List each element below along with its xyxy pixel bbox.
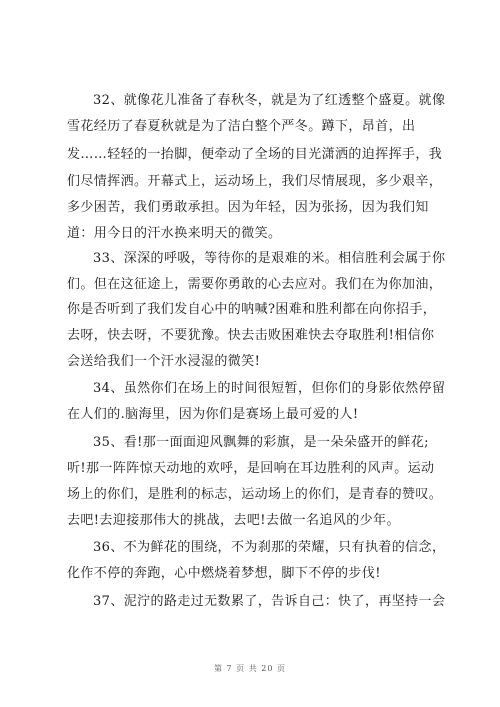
text-line: 34、虽然你们在场上的时间很短暂，但你们的身影依然停留 (93, 381, 446, 396)
text-line: 会送给我们一个汗水浸湿的微笑! (67, 354, 261, 369)
text-line: 化作不停的奔跑，心中燃烧着梦想，脚下不停的步伐! (67, 566, 381, 581)
text-line: 32、就像花儿准备了春秋冬，就是为了红透整个盛夏。就像 (93, 93, 446, 108)
text-line: 33、深深的呼吸，等待你的是艰难的米。相信胜利会属于你 (93, 251, 446, 266)
text-line: 多少困苦，我们勇敢承担。因为年轻，因为张扬，因为我们知 (67, 200, 429, 215)
text-line: 37、泥泞的路走过无数累了，告诉自己：快了，再坚持一会 (93, 594, 446, 609)
page-number: 第 7 页 共 20 页 (214, 664, 286, 673)
text-line: 去呀，快去呀，不要犹豫。快去击败困难快去夺取胜利!相信你 (67, 328, 435, 343)
text-line: 去吧!去迎接那伟大的挑战，去吧!去做一名追风的少年。 (67, 513, 400, 528)
text-line: 场上的你们，是胜利的标志，运动场上的你们，是青春的赞叹。 (67, 487, 443, 502)
text-line: 道：用今日的汗水换来明天的微笑。 (67, 226, 282, 241)
text-line: 你是否听到了我们发自心中的呐喊?困难和胜利都在向你招手， (67, 302, 437, 317)
text-line: 36、不为鲜花的围绕，不为刹那的荣耀，只有执着的信念， (93, 540, 446, 555)
text-line: 在人们的.脑海里，因为你们是赛场上最可爱的人! (67, 407, 359, 422)
text-line: 听!那一阵阵惊天动地的欢呼，是回响在耳边胜利的风声。运动 (67, 461, 435, 476)
text-line: 35、看!那一面面迎风飘舞的彩旗，是一朵朵盛开的鲜花; (93, 435, 429, 450)
text-line: 们。但在这征途上，需要你勇敢的心去应对。我们在为你加油， (67, 277, 443, 292)
text-line: 们尽情挥洒。开幕式上，运动场上，我们尽情展现，多少艰辛， (67, 174, 443, 189)
text-line: 雪花经历了春夏秋就是为了洁白整个严冬。蹲下，昂首，出 (67, 119, 416, 134)
text-line: 发……轻轻的一抬脚，便牵动了全场的目光潇洒的迫挥挥手，我 (67, 147, 443, 162)
